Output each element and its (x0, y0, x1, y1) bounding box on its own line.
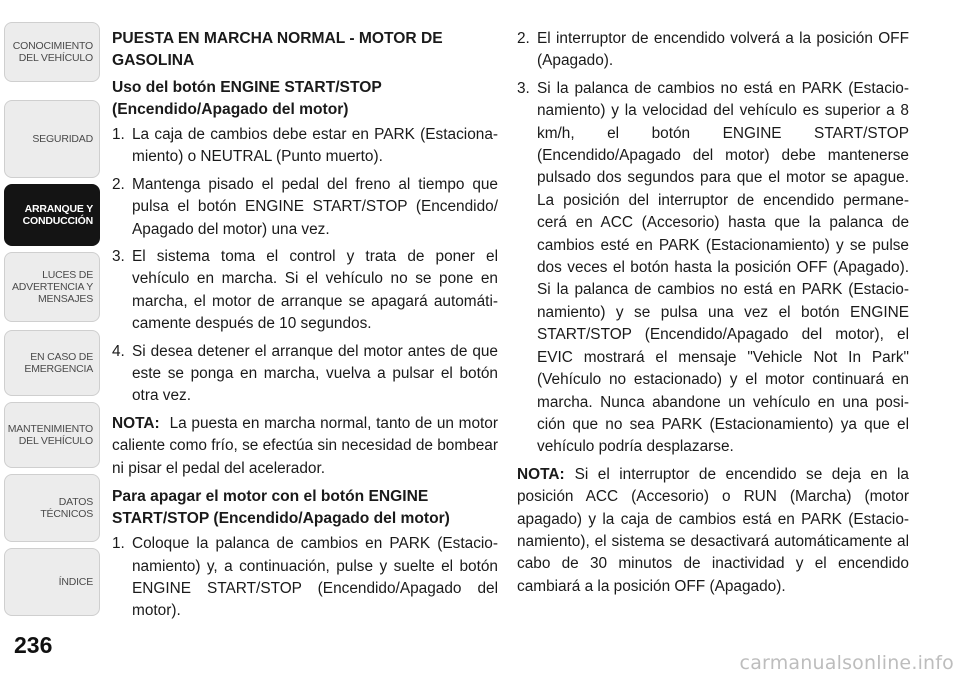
watermark: carmanualsonline.info (739, 652, 954, 674)
item-number: 1. (112, 535, 125, 553)
tab-label: ÍNDICE (58, 576, 93, 588)
item-text: La caja de cambios debe estar en PARK (Estaciona-miento) o NEUTRAL (Punto muerto). (132, 126, 498, 166)
item-text: Mantenga pisado el pedal del freno al tiempo que pulsa el botón ENGINE START/STOP (Encendido/ Apagado del motor) una vez. (132, 175, 498, 238)
tab-label: ARRANQUE Y CONDUCCIÓN (22, 203, 93, 227)
left-column (112, 28, 498, 628)
tab-arranque-conduccion[interactable] (4, 184, 100, 246)
tab-luces-advertencia[interactable] (4, 252, 100, 322)
tab-label: MANTENIMIENTO DEL VEHÍCULO (7, 423, 93, 447)
item-number: 2. (112, 175, 125, 193)
note-text: Si el interruptor de encendido se deja en la posición ACC (Accesorio) o RUN (Marcha) (motor apagado) y la caja de cambios está en PARK (Estacio-namiento), el sistema se desactivará automáticamente al cabo de 30 minutos de inactividad y el encendido cambiará a la posición OFF (Apagado). (517, 465, 909, 595)
tab-conocimiento[interactable] (4, 22, 100, 82)
list-item (112, 174, 498, 241)
item-number: 4. (112, 342, 125, 360)
list-item (517, 78, 909, 459)
tab-seguridad[interactable] (4, 100, 100, 178)
item-text: Si desea detener el arranque del motor antes de que este se ponga en marcha, vuelva a pulsar el botón otra vez. (132, 342, 498, 405)
item-text: Si la palanca de cambios no está en PARK (Estacio-namiento) y la velocidad del vehículo es superior a 8 km/h, el botón ENGINE START/STOP (Encendido/Apagado del motor) debe mantenerse pulsado dos segundos para que el motor se apague. La posición del interruptor de encendido permane-cerá en ACC (Accesorio) hasta que la palanca de cambios esté en PARK (Estacionamiento) y se pulse dos veces el botón hasta la posición OFF (Apagado). Si la palanca de cambios no está en PARK (Estacio-namiento) y se pulsa una vez el botón ENGINE START/STOP (Encendido/Apagado del motor), el EVIC mostrará el mensaje "Vehicle Not In Park" (Vehículo no estacionado) y el motor continuará en marcha. Nunca abandone un vehículo en una posi-ción que no sea PARK (Estacionamiento) ya que el vehículo podría desplazarse. (537, 79, 909, 456)
right-column (517, 28, 909, 603)
tab-indice[interactable] (4, 548, 100, 616)
tab-datos-tecnicos[interactable] (4, 474, 100, 542)
tab-emergencia[interactable] (4, 330, 100, 396)
tab-label: LUCES DE ADVERTENCIA Y MENSAJES (11, 269, 93, 305)
list-item (517, 28, 909, 73)
tab-label: SEGURIDAD (32, 133, 93, 145)
subheading-stop-engine: Para apagar el motor con el botón ENGINE START/STOP (Encendido/Apagado del motor) (112, 488, 450, 527)
chapter-tabs (0, 0, 104, 678)
item-number: 3. (517, 79, 530, 97)
item-text: Coloque la palanca de cambios en PARK (Estacio-namiento) y, a continuación, pulse y suelte el botón ENGINE START/STOP (Encendido/Apagado del motor). (132, 535, 498, 620)
item-text: El sistema toma el control y trata de poner el vehículo en marcha. Si el vehículo no se pone en marcha, el motor de arranque se apagará automáti-camente después de 10 segundos. (132, 248, 498, 333)
subheading-start-stop: Uso del botón ENGINE START/STOP (Encendido/Apagado del motor) (112, 79, 382, 118)
tab-label: EN CASO DE EMERGENCIA (24, 351, 93, 375)
item-number: 1. (112, 126, 125, 143)
tab-label: DATOS TÉCNICOS (40, 496, 93, 520)
item-text: El interruptor de encendido volverá a la posición OFF (Apagado). (537, 30, 909, 70)
section-heading: PUESTA EN MARCHA NORMAL - MOTOR DE GASOLINA (112, 30, 443, 69)
list-item (112, 533, 498, 623)
note-paragraph (112, 413, 498, 480)
tab-label: CONOCIMIENTO DEL VEHÍCULO (12, 40, 93, 64)
list-item (112, 341, 498, 408)
tab-mantenimiento[interactable] (4, 402, 100, 468)
note-paragraph (517, 464, 909, 598)
list-item (112, 246, 498, 336)
note-label: NOTA: (112, 414, 160, 432)
item-number: 3. (112, 248, 125, 266)
list-item (112, 124, 498, 169)
page-number: 236 (14, 632, 53, 658)
note-text: La puesta en marcha normal, tanto de un motor caliente como frío, se efectúa sin necesidad de bombear ni pisar el pedal del acelerador. (112, 414, 498, 477)
item-number: 2. (517, 30, 530, 47)
note-label: NOTA: (517, 465, 565, 483)
